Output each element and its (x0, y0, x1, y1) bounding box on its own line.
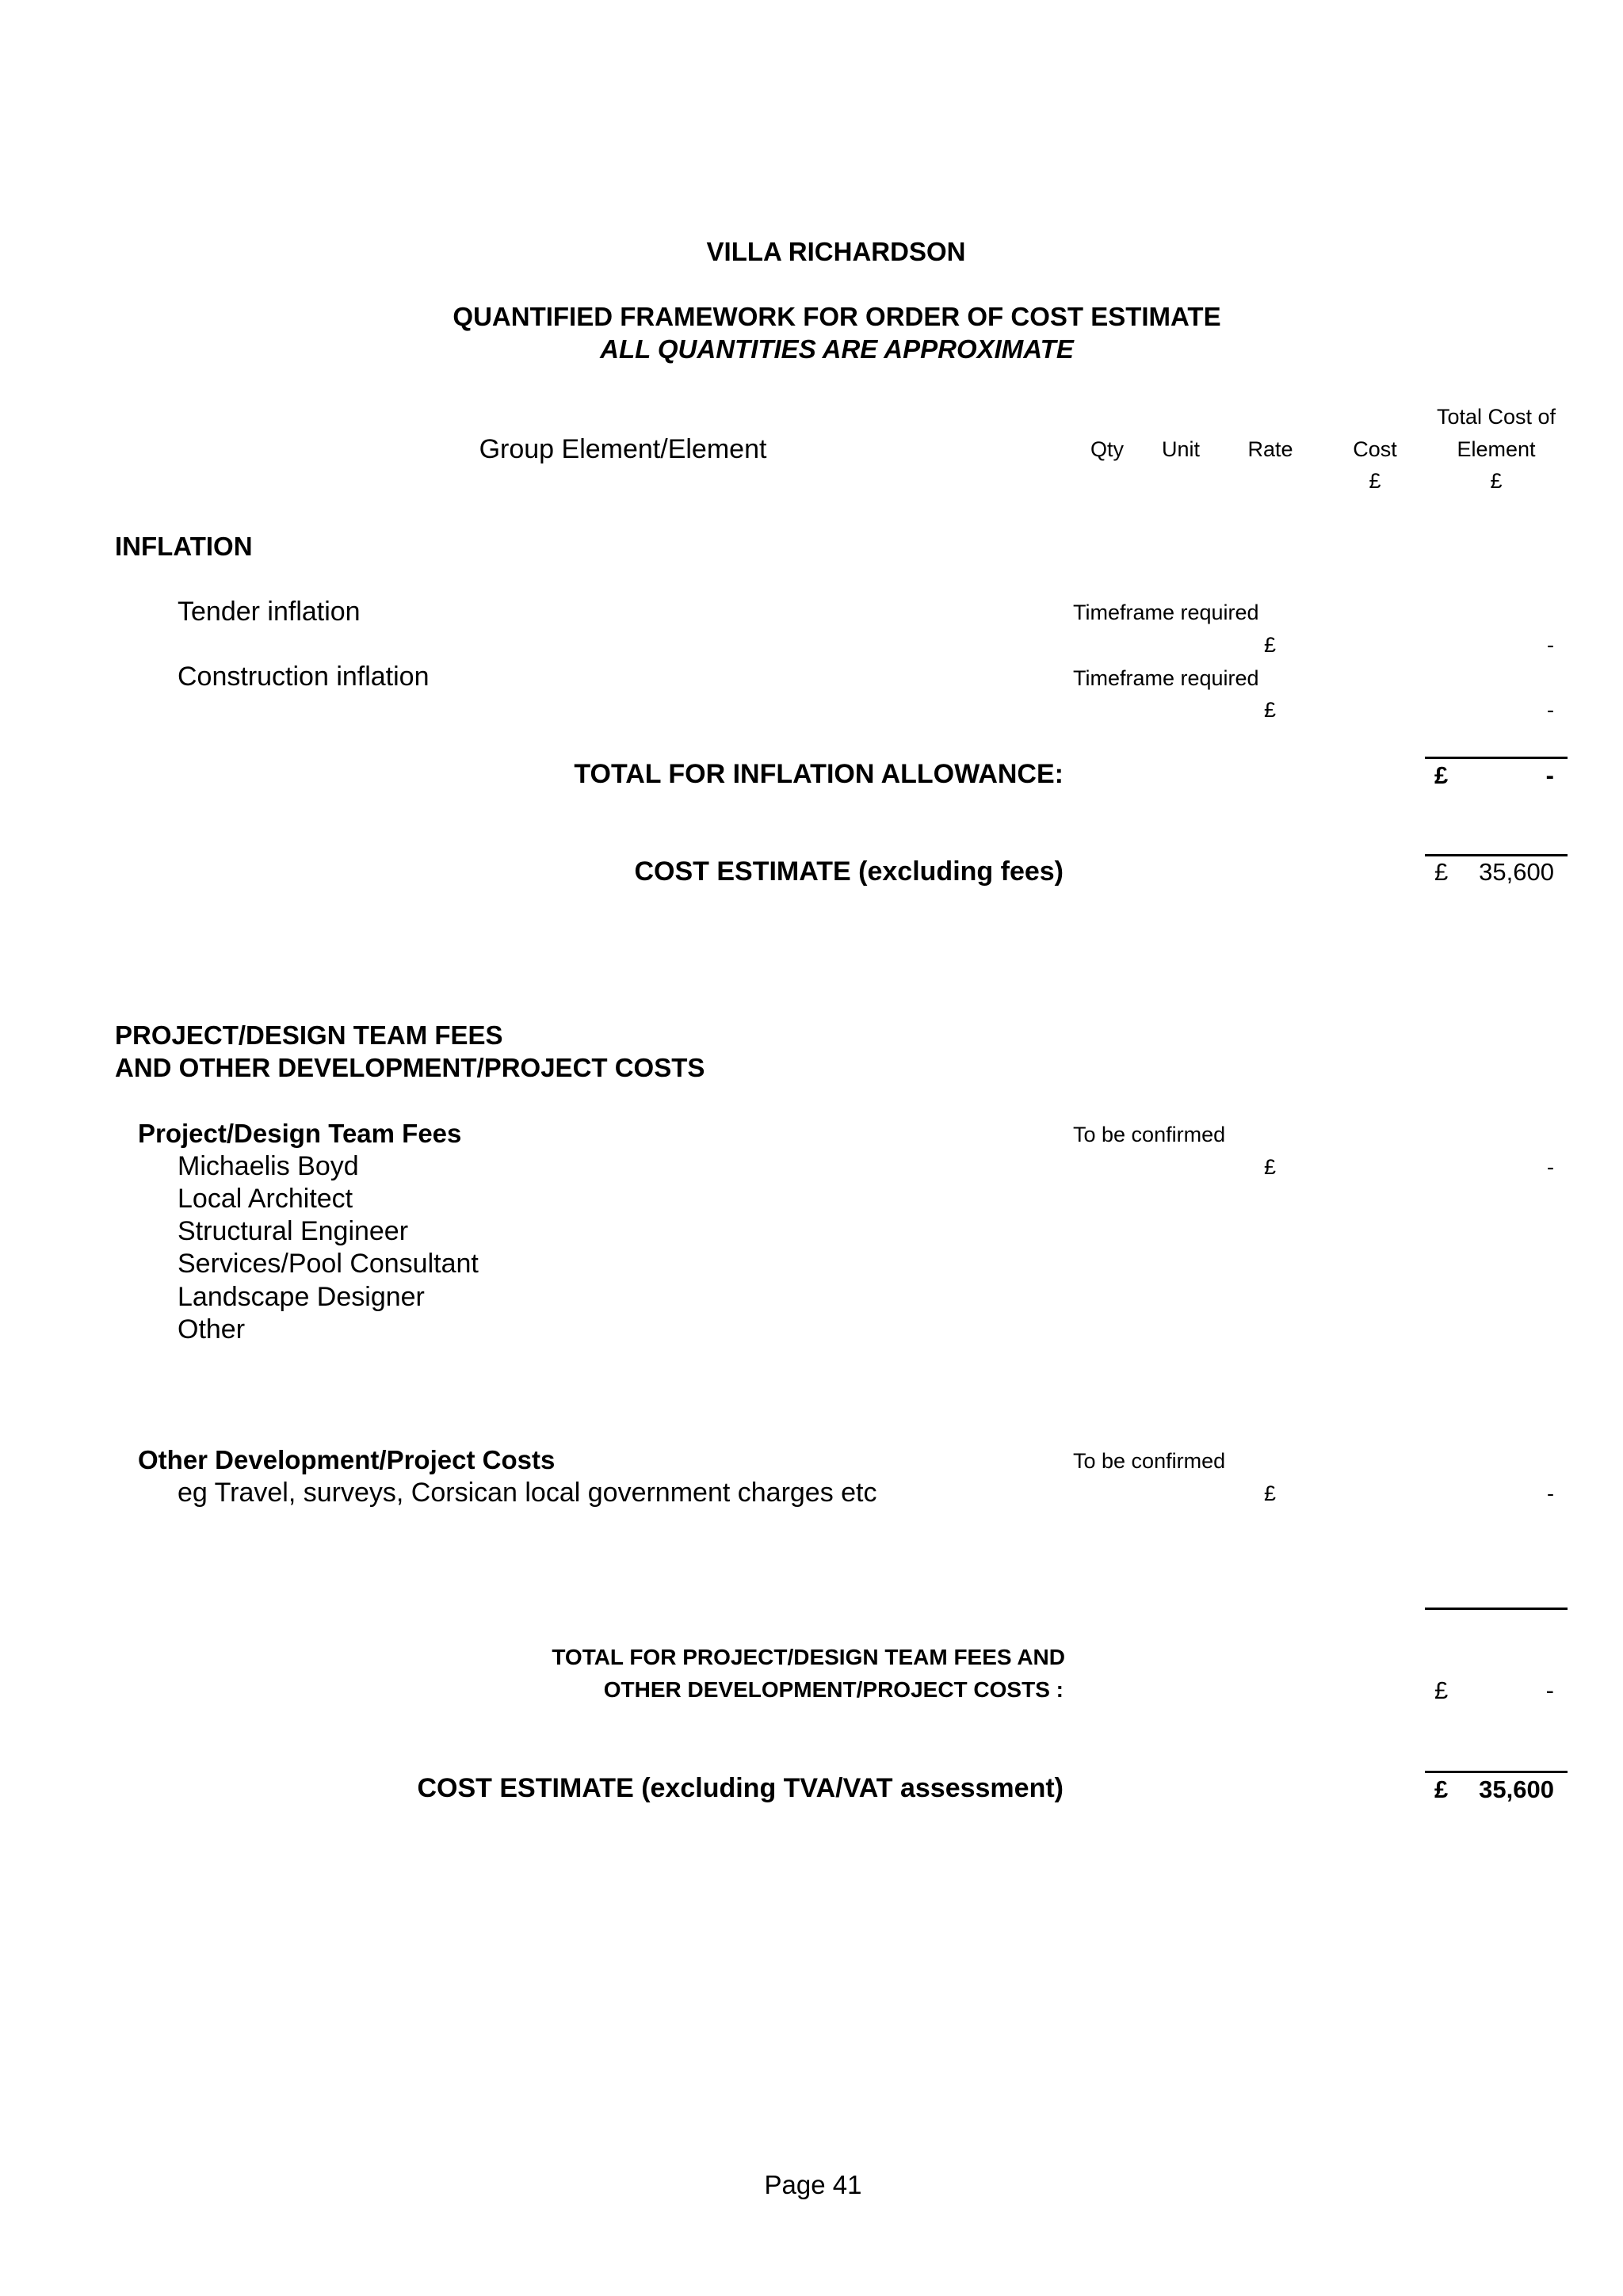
team-fees-item: Services/Pool Consultant (178, 1249, 479, 1279)
inflation-total-value: - (1545, 761, 1554, 789)
cost-estimate-excl-fees-rule (1425, 854, 1568, 856)
other-costs-note: To be confirmed (1073, 1449, 1226, 1473)
team-fees-item: Michaelis Boyd (178, 1151, 359, 1181)
inflation-item-construction-note: Timeframe required (1073, 666, 1259, 690)
document-subtitle: QUANTIFIED FRAMEWORK FOR ORDER OF COST ESTIMATE (453, 302, 1221, 331)
column-header-unit: Unit (1161, 437, 1201, 461)
cost-estimate-excl-vat-value: 35,600 (1479, 1775, 1554, 1803)
document-note: ALL QUANTITIES ARE APPROXIMATE (600, 334, 1074, 364)
other-costs-item: eg Travel, surveys, Corsican local government charges etc (178, 1478, 877, 1508)
fees-total-rule (1425, 1608, 1568, 1610)
fees-total-label-line1: TOTAL FOR PROJECT/DESIGN TEAM FEES AND (552, 1645, 1065, 1669)
team-fees-currency: £ (1264, 1155, 1277, 1179)
inflation-item-construction-value: - (1547, 698, 1554, 722)
column-header-total-line1: Total Cost of (1436, 405, 1556, 429)
column-header-cost-currency: £ (1369, 469, 1381, 493)
inflation-item-tender-note: Timeframe required (1073, 601, 1259, 624)
team-fees-value: - (1547, 1155, 1554, 1179)
column-header-qty: Qty (1090, 437, 1125, 461)
cost-estimate-excl-vat-label: COST ESTIMATE (excluding TVA/VAT assessment) (417, 1773, 1064, 1803)
inflation-total-label: TOTAL FOR INFLATION ALLOWANCE: (574, 759, 1064, 789)
team-fees-item: Local Architect (178, 1184, 353, 1214)
cost-estimate-excl-fees-label: COST ESTIMATE (excluding fees) (634, 856, 1064, 887)
other-costs-currency: £ (1264, 1482, 1277, 1505)
inflation-total-currency: £ (1434, 761, 1449, 789)
other-costs-value: - (1547, 1482, 1554, 1505)
cost-estimate-excl-fees-value: 35,600 (1479, 858, 1554, 886)
team-fees-note: To be confirmed (1073, 1123, 1226, 1146)
cost-estimate-excl-vat-currency: £ (1434, 1775, 1449, 1803)
team-fees-item: Other (178, 1314, 246, 1344)
fees-total-currency: £ (1434, 1676, 1449, 1704)
column-header-cost: Cost (1353, 437, 1397, 461)
page-number: Page 41 (764, 2170, 862, 2199)
other-costs-heading: Other Development/Project Costs (138, 1445, 556, 1474)
inflation-item-construction-label: Construction inflation (178, 662, 430, 692)
column-header-total-line2: Element (1457, 437, 1536, 461)
team-fees-item: Landscape Designer (178, 1282, 425, 1312)
cost-estimate-excl-vat-rule (1425, 1771, 1568, 1773)
fees-heading-line1: PROJECT/DESIGN TEAM FEES (115, 1020, 503, 1050)
fees-total-label-line2: OTHER DEVELOPMENT/PROJECT COSTS : (603, 1677, 1064, 1702)
inflation-item-tender-value: - (1547, 633, 1554, 657)
inflation-total-rule (1425, 757, 1568, 759)
column-header-total-currency: £ (1490, 469, 1503, 493)
fees-total-value: - (1545, 1676, 1554, 1704)
inflation-item-construction-currency: £ (1264, 698, 1277, 722)
inflation-item-tender-label: Tender inflation (178, 597, 361, 627)
fees-heading-line2: AND OTHER DEVELOPMENT/PROJECT COSTS (115, 1053, 705, 1082)
inflation-heading: INFLATION (115, 532, 253, 561)
cost-estimate-excl-fees-currency: £ (1434, 858, 1449, 886)
column-header-rate: Rate (1247, 437, 1293, 461)
column-header-group: Group Element/Element (479, 434, 767, 464)
team-fees-item: Structural Engineer (178, 1216, 409, 1246)
inflation-item-tender-currency: £ (1264, 633, 1277, 657)
document-title: VILLA RICHARDSON (706, 237, 966, 266)
team-fees-heading: Project/Design Team Fees (138, 1119, 462, 1148)
